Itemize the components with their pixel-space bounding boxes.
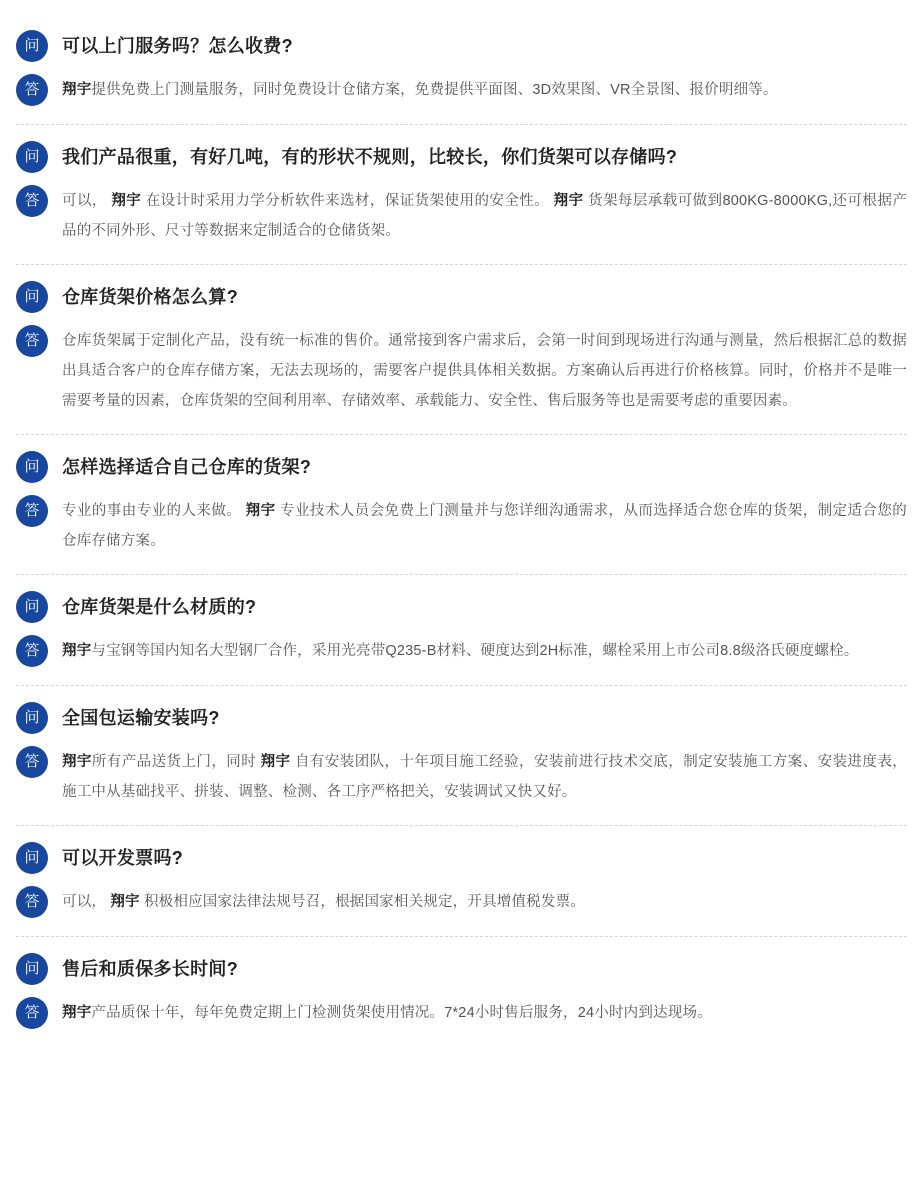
faq-item — [0, 936, 923, 1047]
question-badge-icon: 问 — [16, 281, 48, 313]
faq-answer-row — [16, 74, 907, 106]
faq-question-text: 我们产品很重，有好几吨，有的形状不规则，比较长，你们货架可以存储吗? — [62, 147, 678, 167]
faq-question-row[interactable] — [16, 451, 907, 483]
faq-qa-block — [16, 575, 907, 685]
faq-answer-row — [16, 495, 907, 556]
answer-badge-icon: 答 — [16, 74, 48, 106]
faq-list — [0, 14, 923, 1047]
faq-answer-row — [16, 997, 907, 1029]
question-badge-icon: 问 — [16, 141, 48, 173]
faq-answer-row — [16, 185, 907, 246]
answer-badge-icon: 答 — [16, 997, 48, 1029]
faq-question-text: 可以开发票吗? — [62, 848, 184, 868]
question-badge-icon: 问 — [16, 702, 48, 734]
faq-question-text: 全国包运输安装吗? — [62, 708, 220, 728]
faq-qa-block — [16, 125, 907, 264]
faq-question-text: 仓库货架是什么材质的? — [62, 597, 257, 617]
faq-question-row[interactable] — [16, 702, 907, 734]
faq-item — [0, 574, 923, 685]
faq-answer-row — [16, 635, 907, 667]
faq-answer-row — [16, 746, 907, 807]
answer-badge-icon: 答 — [16, 325, 48, 357]
faq-item — [0, 124, 923, 264]
faq-answer-row — [16, 886, 907, 918]
faq-answer-row — [16, 325, 907, 416]
question-badge-icon: 问 — [16, 953, 48, 985]
faq-answer-text: 可以， 翔宇 积极相应国家法律法规号召，根据国家相关规定，开具增值税发票。 — [62, 894, 585, 910]
faq-answer-text: 翔宇与宝钢等国内知名大型钢厂合作，采用光亮带Q235-B材料、硬度达到2H标准，螺栓采用上市公司8.8级洛氏硬度螺栓。 — [62, 643, 859, 659]
faq-answer-text: 可以， 翔宇 在设计时采用力学分析软件来选材，保证货架使用的安全性。 翔宇 货架每层承载可做到800KG-8000KG,还可根据产品的不同外形、尺寸等数据来定制适合的仓储货架。 — [62, 193, 908, 239]
answer-badge-icon: 答 — [16, 495, 48, 527]
question-badge-icon: 问 — [16, 842, 48, 874]
faq-question-row[interactable] — [16, 953, 907, 985]
faq-item — [0, 14, 923, 124]
faq-question-row[interactable] — [16, 141, 907, 173]
question-badge-icon: 问 — [16, 451, 48, 483]
faq-question-text: 可以上门服务吗？怎么收费? — [62, 36, 293, 56]
faq-qa-block — [16, 14, 907, 124]
faq-qa-block — [16, 435, 907, 574]
faq-item — [0, 685, 923, 825]
faq-question-text: 怎样选择适合自己仓库的货架? — [62, 457, 312, 477]
faq-question-text: 仓库货架价格怎么算? — [62, 287, 238, 307]
answer-badge-icon: 答 — [16, 886, 48, 918]
faq-qa-block — [16, 826, 907, 936]
answer-badge-icon: 答 — [16, 635, 48, 667]
faq-qa-block — [16, 686, 907, 825]
faq-answer-text: 翔宇产品质保十年，每年免费定期上门检测货架使用情况。7*24小时售后服务，24小时内到达现场。 — [62, 1005, 712, 1021]
faq-question-text: 售后和质保多长时间? — [62, 959, 238, 979]
faq-answer-text: 翔宇提供免费上门测量服务，同时免费设计仓储方案，免费提供平面图、3D效果图、VR全景图、报价明细等。 — [62, 82, 778, 98]
faq-question-row[interactable] — [16, 30, 907, 62]
faq-item — [0, 264, 923, 434]
faq-item — [0, 434, 923, 574]
answer-badge-icon: 答 — [16, 746, 48, 778]
question-badge-icon: 问 — [16, 30, 48, 62]
faq-qa-block — [16, 265, 907, 434]
faq-qa-block — [16, 937, 907, 1047]
faq-answer-text: 仓库货架属于定制化产品，没有统一标准的售价。通常接到客户需求后，会第一时间到现场进行沟通与测量，然后根据汇总的数据出具适合客户的仓库存储方案，无法去现场的，需要客户提供具体相关数据。方案确认后再进行价格核算。同时，价格并不是唯一需要考量的因素，仓库货架的空间利用率、存储效率、承载能力、安全性、售后服务等也是需要考虑的重要因素。 — [62, 333, 907, 409]
answer-badge-icon: 答 — [16, 185, 48, 217]
faq-answer-text: 专业的事由专业的人来做。 翔宇 专业技术人员会免费上门测量并与您详细沟通需求，从而选择适合您仓库的货架，制定适合您的仓库存储方案。 — [62, 503, 907, 549]
faq-question-row[interactable] — [16, 281, 907, 313]
faq-answer-text: 翔宇所有产品送货上门，同时 翔宇 自有安装团队，十年项目施工经验，安装前进行技术交底，制定安装施工方案、安装进度表，施工中从基础找平、拼装、调整、检测、各工序严格把关，安装调试又快又好。 — [62, 754, 908, 800]
question-badge-icon: 问 — [16, 591, 48, 623]
faq-item — [0, 825, 923, 936]
faq-question-row[interactable] — [16, 842, 907, 874]
faq-question-row[interactable] — [16, 591, 907, 623]
